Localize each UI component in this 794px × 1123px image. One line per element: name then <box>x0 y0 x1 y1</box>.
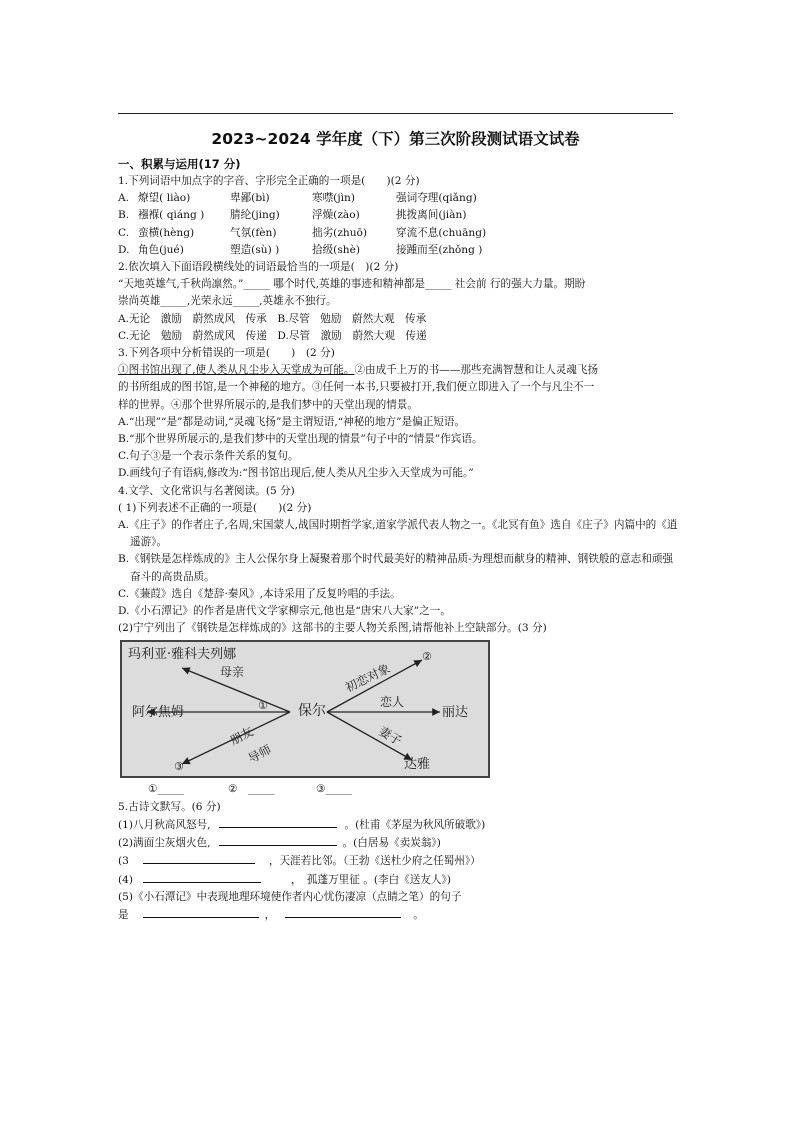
q4-option-a[interactable]: A.《庄子》的作者庄子,名周,宋国蒙人,战国时期哲学家,道家学派代表人物之一。《北冥有鱼》选自《庄子》内篇中的《逍遥游》。 <box>118 519 678 549</box>
exam-body <box>118 155 678 924</box>
node-maria: 玛利亚·雅科夫列娜 <box>128 647 237 663</box>
edge-mentor: 导师 <box>245 742 274 767</box>
q3-option-d[interactable]: D.画线句子有语病,修改为:“图书馆出现后,使人类从凡尘步入天堂成为可能。” <box>118 467 474 480</box>
top-rule <box>118 113 673 114</box>
q1-stem: 1.下列词语中加点字的字音、字形完全正确的一项是( )(2 分) <box>118 175 420 187</box>
edge-lover: 恋人 <box>380 695 405 710</box>
underlined-sentence: ①图书馆出现了,使人类从凡尘步入天堂成为可能。 <box>118 364 355 377</box>
edge-mother: 母亲 <box>220 665 245 680</box>
q4-option-c[interactable]: C.《蒹葭》选自《楚辞·秦风》,本诗采用了反复吟唱的手法。 <box>118 587 401 600</box>
q3-passage-line3: 样的世界。④那个世界所展示的,是我们梦中的天堂出现的情景。 <box>118 398 418 411</box>
edge-wife: 妻子 <box>376 724 405 749</box>
node-pavel: 保尔 <box>298 703 326 720</box>
answer-blank-4[interactable] <box>143 871 261 883</box>
q3-stem: 3.下列各项中分析错误的一项是( ) (2 分) <box>118 347 335 360</box>
q5-line5: (5)《小石潭记》中表现地理环境使作者内心忧伤凄凉（点睛之笔）的句子 <box>118 890 462 903</box>
blank-3-marker: ③ <box>174 760 184 774</box>
q5-line6: 是 ， 。 <box>118 906 678 924</box>
q3-passage-line2: 的书所组成的图书馆,是一个神秘的地方。③任何一本书,只要被打开,我们便立即进入了一个与凡尘不一 <box>118 381 595 394</box>
q5-line1: (1)八月秋高风怒号, 。(杜甫《茅屋为秋风所破歌》) <box>118 816 678 834</box>
blank-2-marker: ② <box>422 650 432 664</box>
blank-1-marker: ① <box>258 699 268 713</box>
blank-1[interactable]: ①_____ <box>148 783 184 796</box>
answer-blank-5[interactable] <box>143 906 259 918</box>
page-title: 2023~2024 学年度（下）第三次阶段测试语文试卷 <box>211 130 580 148</box>
q1-option-a[interactable]: A. 燎望( liào) 卑鄙(bì) 寒噤(jìn) 强词夺理(qiǎng) <box>118 192 477 205</box>
blank-3[interactable]: ③_____ <box>316 783 352 796</box>
q4-option-d[interactable]: D.《小石潭记》的作者是唐代文学家柳宗元,他也是“唐宋八大家”之一。 <box>118 605 451 618</box>
section-heading: 一、积累与运用(17 分) <box>118 157 241 171</box>
node-taya: 达雅 <box>404 757 431 773</box>
q4-sub1-stem: ( 1)下列表述不正确的一项是( )(2 分) <box>118 501 312 514</box>
q4-option-b[interactable]: B.《钢铁是怎样炼成的》主人公保尔身上凝聚着那个时代最美好的精神品质-为理想而献身的精神、钢铁般的意志和顽强奋斗的高贵品质。 <box>118 553 674 583</box>
character-relationship-diagram <box>120 640 490 778</box>
q2-stem: 2.依次填入下面语段横线处的词语最恰当的一项是( )(2 分) <box>118 261 399 274</box>
q1-option-c[interactable]: C. 蛮横(hèng) 气氛(fèn) 拙劣(zhuō) 穿流不息(chuāng) <box>118 226 487 239</box>
q3-option-c[interactable]: C.句子③是一个表示条件关系的复句。 <box>118 450 299 463</box>
blank-2[interactable]: ② _____ <box>228 783 275 796</box>
q5-line3: (3 ，天涯若比邻。（王勃《送杜少府之任蜀州》） <box>118 852 678 870</box>
q2-passage-line1: “天地英雄气,千秋尚凛然。”_____ 哪个时代,英雄的事迹和精神都是_____ 社会前 行的强大力量。期盼 <box>118 278 586 291</box>
q3-option-b[interactable]: B.“那个世界所展示的,是我们梦中的天堂出现的情景”句子中的“情景”作宾语。 <box>118 433 483 446</box>
q4-sub2-stem: (2)宁宁列出了《钢铁是怎样炼成的》这部书的主要人物关系图,请帮他补上空缺部分。(3 分) <box>118 622 547 635</box>
q5-line4: (4) ， 孤蓬万里征 。(李白《送友人》) <box>118 871 678 889</box>
q2-options-ab[interactable]: A.无论 激励 蔚然成风 传承 B.尽管 勉励 蔚然大观 传承 <box>118 312 427 325</box>
q1-option-d[interactable]: D. 角色(jué) 塑造(sù) ) 拾级(shè) 接踵而至(zhǒng ) <box>118 243 483 256</box>
q3-option-a[interactable]: A.“出现”“是”都是动词,“灵魂飞扬”是主谓短语,“神秘的地方”是偏正短语。 <box>118 415 466 428</box>
q4-stem: 4.文学、文化常识与名著阅读。(5 分) <box>118 484 295 497</box>
node-rita: 丽达 <box>442 705 469 721</box>
answer-blank-2[interactable] <box>219 834 337 846</box>
diagram-blanks <box>118 781 678 798</box>
answer-blank-3[interactable] <box>143 852 255 864</box>
edge-first-love: 初恋对象 <box>343 661 393 696</box>
q1-option-b[interactable]: B. 襁褓( qiáng ) 腈纶(jing) 浮燥(zào) 挑拨离间(jiàn) <box>118 209 467 222</box>
q2-passage-line2: 崇尚英雄_____,光荣永远_____,英雄永不独行。 <box>118 295 337 308</box>
q3-passage-line1: ①图书馆出现了,使人类从凡尘步入天堂成为可能。②由成千上万的书——那些充满智慧和让人灵魂飞扬 <box>118 364 599 377</box>
answer-blank-6[interactable] <box>285 906 401 918</box>
q2-options-cd[interactable]: C.无论 勉励 蔚然成风 传递 D.尽管 激励 蔚然大观 传递 <box>118 329 427 342</box>
answer-blank-1[interactable] <box>219 816 337 828</box>
node-artyom: 阿尔焦姆 <box>132 705 185 721</box>
q5-line2: (2)满面尘灰烟火色, 。(白居易《卖炭翁》) <box>118 834 678 852</box>
edge-friend: 朋友 <box>227 724 256 749</box>
q5-stem: 5.古诗文默写。(6 分) <box>118 800 221 813</box>
